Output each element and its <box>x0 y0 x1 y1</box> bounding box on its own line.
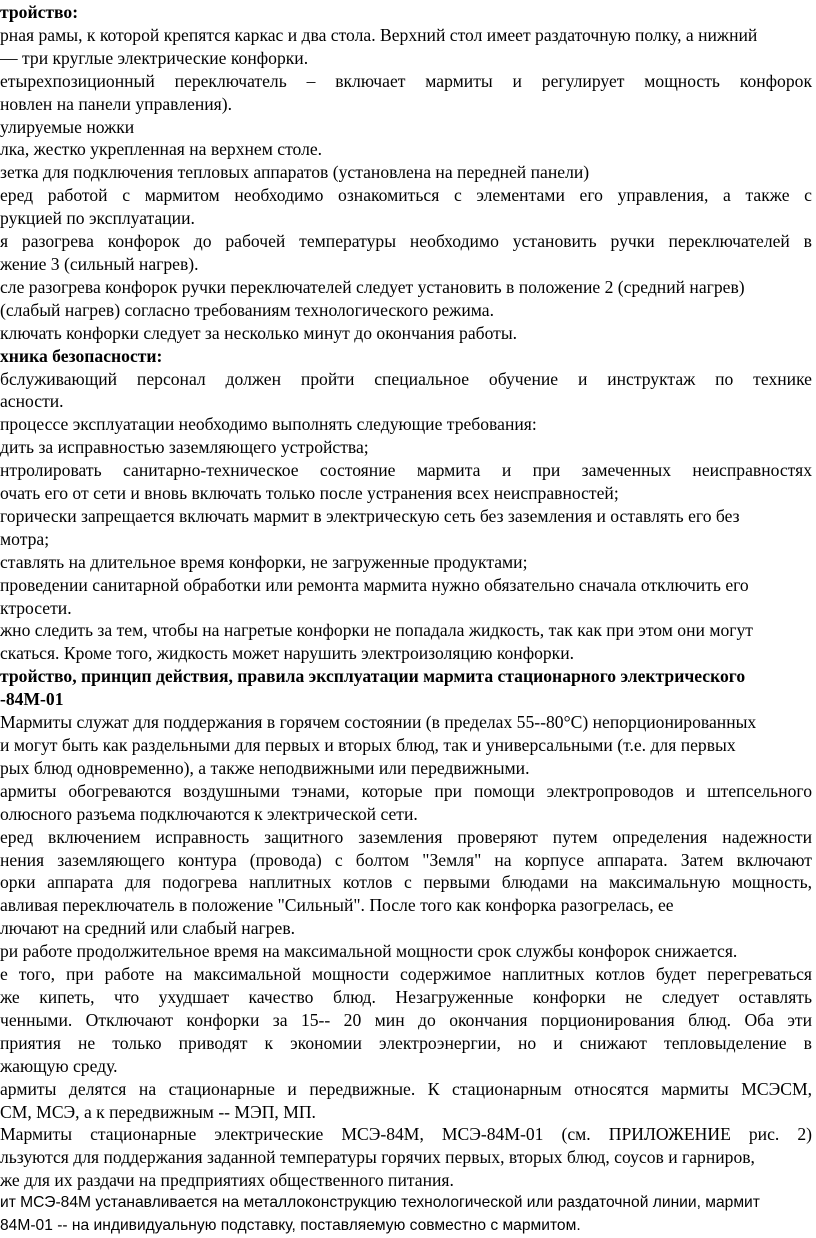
text-line: олюсного разъема подключаются к электрической сети. <box>0 803 418 824</box>
text-line: сле разогрева конфорок ручки переключателей следует установить в положение 2 (средний нагрев) <box>0 276 745 297</box>
text-line: скаться. Кроме того, жидкость может нарушить электроизоляцию конфорки. <box>0 643 575 664</box>
text-line: армиты делятся на стационарные и передвижные. К стационарным относятся мармиты МСЭСМ, <box>0 1078 812 1099</box>
text-line: ченными. Отключают конфорки за 15-- 20 мин до окончания порционирования блюд. Оба эти <box>0 1009 812 1030</box>
text-line: жно следить за тем, чтобы на нагретые конфорки не попадала жидкость, так как при этом они могут <box>0 620 753 641</box>
text-line: я разогрева конфорок до рабочей температуры необходимо установить ручки переключателей в <box>0 231 812 252</box>
text-line: рная рамы, к которой крепятся каркас и два стола. Верхний стол имеет раздаточную полку, а нижний <box>0 24 758 45</box>
text-line: еред работой с мармитом необходимо ознакомиться с элементами его управления, а также с <box>0 185 812 206</box>
text-line: лючают на средний или слабый нагрев. <box>0 918 296 939</box>
text-line: ри работе продолжительное время на максимальной мощности срок службы конфорок снижается. <box>0 941 738 962</box>
text-line: ставлять на длительное время конфорки, не загруженные продуктами; <box>0 551 528 572</box>
text-line: етырехпозиционный переключатель – включает мармиты и регулирует мощность конфорок <box>0 70 812 91</box>
text-line: жение 3 (сильный нагрев). <box>0 253 199 274</box>
text-line: очать его от сети и вновь включать только после устранения всех неисправностей; <box>0 483 619 504</box>
text-line: армиты обогреваются воздушными тэнами, которые при помощи электропроводов и штепсельного <box>0 780 812 801</box>
text-line: орки аппарата для подогрева наплитных котлов с первыми блюдами на максимальную мощность, <box>0 872 812 893</box>
text-line: авливая переключатель в положение "Сильный". После того как конфорка разогрелась, ее <box>0 895 674 916</box>
text-line: же для их раздачи на предприятиях общественного питания. <box>0 1170 454 1191</box>
text-line: горически запрещается включать мармит в электрическую сеть без заземления и оставлять его без <box>0 505 740 526</box>
document-text <box>0 1 812 1238</box>
text-line: дить за исправностью заземляющего устройства; <box>0 437 369 458</box>
heading-safety: хника безопасности: <box>0 345 163 366</box>
heading-marmite: тройство, принцип действия, правила эксплуатации мармита стационарного электрического <box>0 666 746 687</box>
text-line: жающую среду. <box>0 1055 118 1076</box>
text-line: нения заземляющего контура (провода) с болтом "Земля" на корпусе аппарата. Затем включают <box>0 849 812 870</box>
text-line: ключать конфорки следует за несколько минут до окончания работы. <box>0 322 518 343</box>
text-line: рых блюд одновременно), а также неподвижными или передвижными. <box>0 757 530 778</box>
text-line: улируемые ножки <box>0 116 135 137</box>
text-line: е того, при работе на максимальной мощности содержимое наплитных котлов будет перегреваться <box>0 964 812 985</box>
text-line: новлен на панели управления). <box>0 93 233 114</box>
text-line: ит МСЭ-84М устанавливается на металлоконструкцию технологической или раздаточной линии, мармит <box>0 1194 760 1212</box>
text-line: рукцией по эксплуатации. <box>0 208 195 229</box>
text-line: ктросети. <box>0 597 72 618</box>
text-line: нтролировать санитарно-техническое состояние мармита и при замеченных неисправностях <box>0 460 812 481</box>
text-line: же кипеть, что ухудшает качество блюд. Незагруженные конфорки не следует оставлять <box>0 986 812 1007</box>
text-line: асности. <box>0 391 64 412</box>
text-line: зетка для подключения тепловых аппаратов (установлена на передней панели) <box>0 162 590 183</box>
text-line: лка, жестко укрепленная на верхнем столе. <box>0 139 323 160</box>
text-line: проведении санитарной обработки или ремонта мармита нужно обязательно сначала отключить его <box>0 574 749 595</box>
text-line: еред включением исправность защитного заземления проверяют путем определения надежности <box>0 826 812 847</box>
text-line: приятия не только приводят к экономии электроэнергии, но и снижают тепловыделение в <box>0 1032 812 1053</box>
text-line: мотра; <box>0 528 50 549</box>
text-line: льзуются для поддержания заданной температуры горячих первых, вторых блюд, соусов и гарниров, <box>0 1147 755 1168</box>
text-line: — три круглые электрические конфорки. <box>0 47 309 68</box>
text-line: 84М-01 -- на индивидуальную подставку, поставляемую совместно с мармитом. <box>0 1217 581 1235</box>
text-line: бслуживающий персонал должен пройти специальное обучение и инструктаж по технике <box>0 368 812 389</box>
text-line: и могут быть как раздельными для первых и вторых блюд, так и универсальными (т.е. для первых <box>0 735 736 755</box>
text-line: процессе эксплуатации необходимо выполнять следующие требования: <box>0 414 537 435</box>
heading-device: тройство: <box>0 2 79 22</box>
text-line: Мармиты стационарные электрические МСЭ-84М, МСЭ-84М-01 (см. ПРИЛОЖЕНИЕ рис. 2) <box>0 1124 812 1145</box>
text-line: (слабый нагрев) согласно требованиям технологического режима. <box>0 299 494 320</box>
text-line: Мармиты служат для поддержания в горячем состоянии (в пределах 55--80°С) непорционированных <box>0 712 757 733</box>
heading-marmite-model: -84М-01 <box>0 689 64 710</box>
text-line: СМ, МСЭ, а к передвижным -- МЭП, МП. <box>0 1101 316 1122</box>
